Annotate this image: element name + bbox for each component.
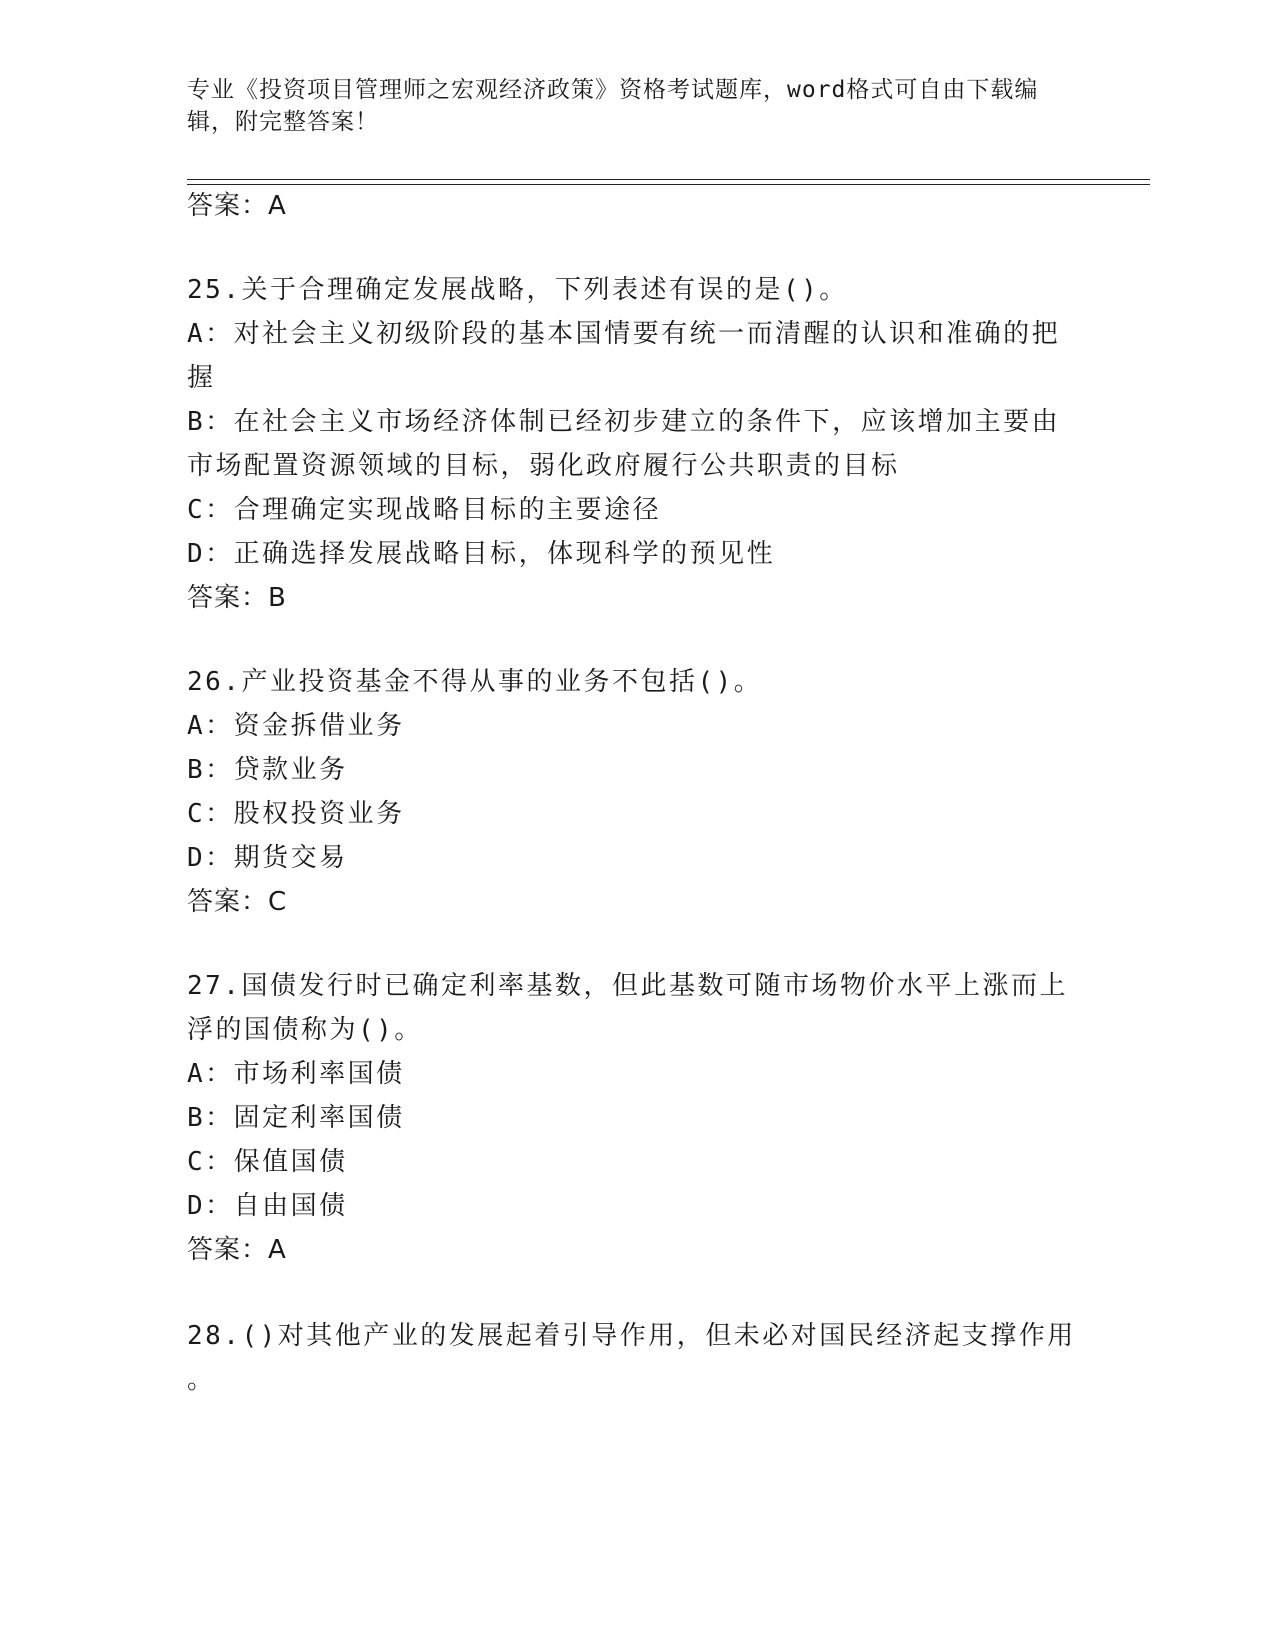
q25-option-d: D：正确选择发展战略目标，体现科学的预见性 (187, 539, 776, 569)
q28-stem-line1: 28.()对其他产业的发展起着引导作用，但未必对国民经济起支撑作用 (187, 1321, 1076, 1351)
q26-stem: 26.产业投资基金不得从事的业务不包括()。 (187, 667, 763, 697)
answer-25: 答案：B (187, 583, 287, 613)
q27-option-c: C：保值国债 (187, 1147, 348, 1177)
q26-option-d: D：期货交易 (187, 843, 348, 873)
q25-stem: 25.关于合理确定发展战略，下列表述有误的是()。 (187, 275, 848, 305)
q25-option-b-line1: B：在社会主义市场经济体制已经初步建立的条件下，应该增加主要由 (187, 407, 1061, 437)
q27-stem-line2: 浮的国债称为()。 (187, 1015, 423, 1045)
q26-option-b: B：贷款业务 (187, 755, 348, 785)
q25-option-b-line2: 市场配置资源领域的目标，弱化政府履行公共职责的目标 (187, 451, 900, 481)
q27-option-d: D：自由国债 (187, 1191, 348, 1221)
answer-24: 答案：A (187, 191, 287, 221)
q25-option-a-line1: A：对社会主义初级阶段的基本国情要有统一而清醒的认识和准确的把 (187, 319, 1061, 349)
header-rule-bottom (187, 184, 1150, 185)
q27-option-a: A：市场利率国债 (187, 1059, 405, 1089)
answer-27: 答案：A (187, 1235, 287, 1265)
document-header: 专业《投资项目管理师之宏观经济政策》资格考试题库，word格式可自由下载编辑，附完整答案！ (187, 77, 1039, 135)
q27-stem-line1: 27.国债发行时已确定利率基数，但此基数可随市场物价水平上涨而上 (187, 971, 1068, 1001)
answer-26: 答案：C (187, 887, 288, 917)
q25-option-c: C：合理确定实现战略目标的主要途径 (187, 495, 662, 525)
q28-stem-line2: 。 (187, 1365, 216, 1395)
q25-option-a-line2: 握 (187, 363, 216, 393)
q27-option-b: B：固定利率国债 (187, 1103, 405, 1133)
q26-option-a: A：资金拆借业务 (187, 711, 405, 741)
header-rule-top (187, 179, 1150, 180)
q26-option-c: C：股权投资业务 (187, 799, 405, 829)
